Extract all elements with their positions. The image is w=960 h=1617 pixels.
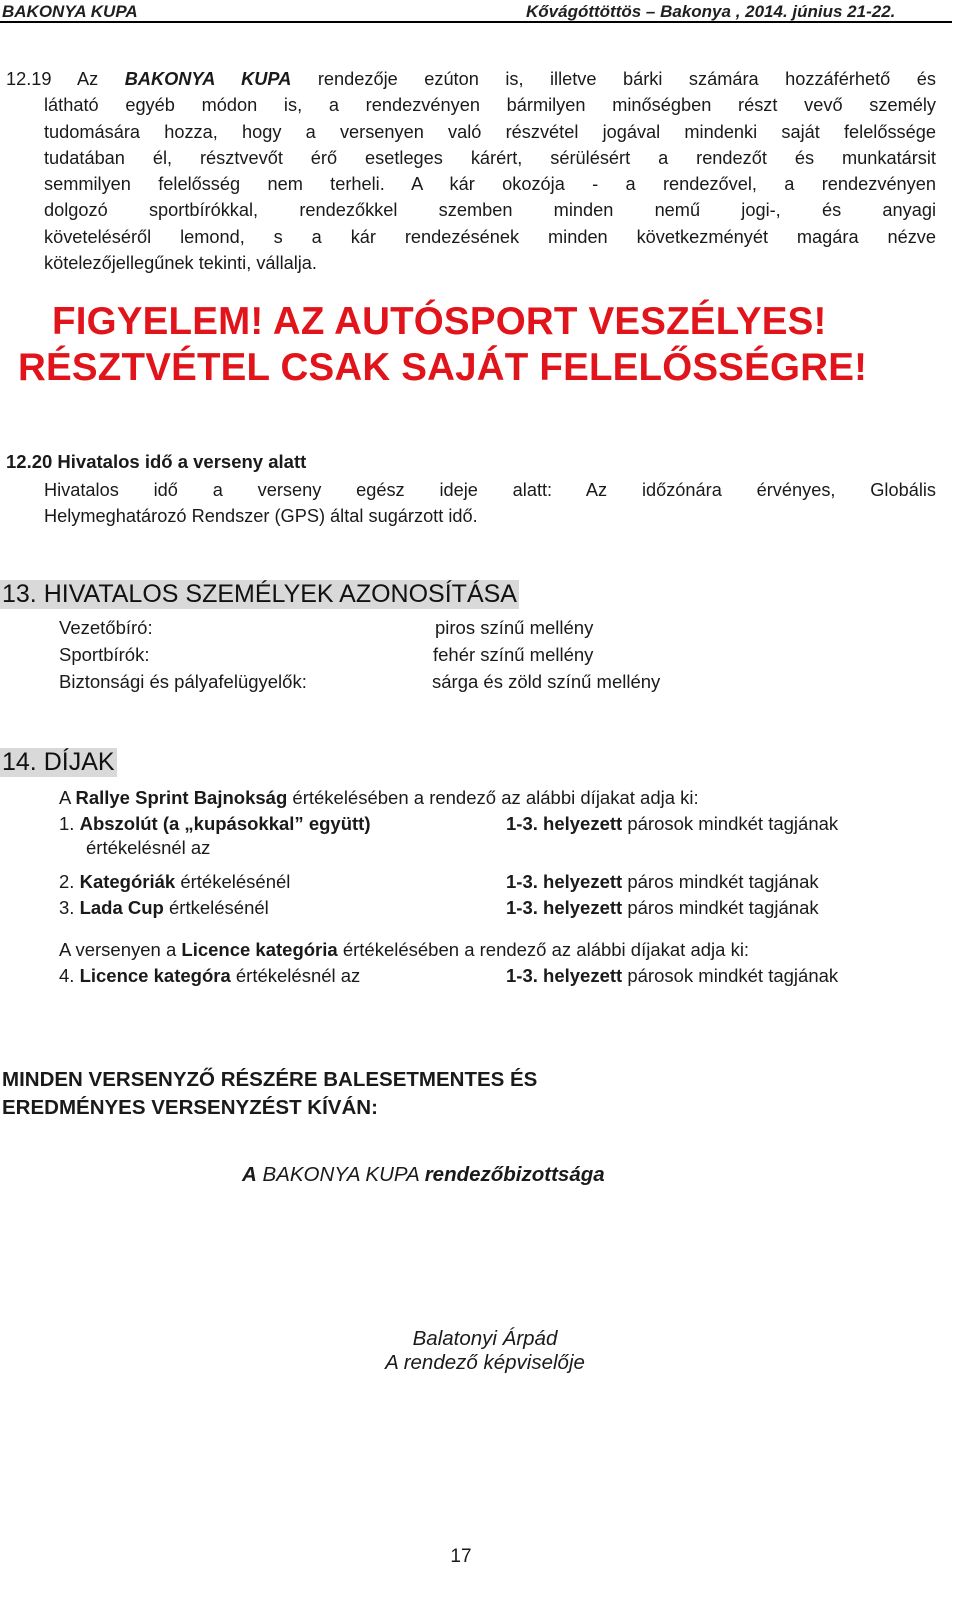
para-line: semmilyen felelősség nem terheli. A kár okozója - a rendezővel, a rendezvényen bbox=[44, 174, 936, 195]
para-line bbox=[6, 66, 936, 92]
section-12-19 bbox=[6, 66, 936, 276]
recipients: páros mindkét tagjának bbox=[627, 897, 819, 918]
header-event-info: Kővágóttöttös – Bakonya , 2014. június 21-22. bbox=[526, 2, 896, 21]
section-number: 12.19 bbox=[6, 69, 52, 89]
role-label: Sportbírók: bbox=[59, 644, 150, 665]
warning-line-2: RÉSZTVÉTEL CSAK SAJÁT FELELŐSSÉGRE! bbox=[18, 346, 868, 389]
text: A bbox=[242, 1163, 257, 1186]
header-rule bbox=[0, 21, 952, 23]
item-number: 4. bbox=[59, 965, 75, 986]
closing-line: EREDMÉNYES VERSENYZÉST KÍVÁN: bbox=[2, 1096, 378, 1119]
prize-category: Lada Cup bbox=[79, 897, 164, 918]
text: értékelésében a rendező az alábbi díjakat adja ki: bbox=[342, 939, 750, 960]
placement: 1-3. helyezett bbox=[506, 897, 623, 918]
item-number: 1. bbox=[59, 813, 75, 834]
recipients: párosok mindkét tagjának bbox=[627, 965, 839, 986]
prize-award-3 bbox=[506, 897, 819, 919]
prize-award-1 bbox=[506, 813, 838, 835]
page-number: 17 bbox=[450, 1546, 472, 1567]
prize-award-2 bbox=[506, 871, 819, 893]
placement: 1-3. helyezett bbox=[506, 871, 623, 892]
signatory-name: Balatonyi Árpád bbox=[412, 1327, 558, 1350]
section-12-20-body bbox=[44, 477, 936, 530]
prize-item-4 bbox=[59, 965, 360, 987]
placement: 1-3. helyezett bbox=[506, 813, 623, 834]
vest-color: fehér színű mellény bbox=[433, 644, 594, 665]
text: A versenyen a bbox=[59, 939, 177, 960]
committee-name: rendezőbizottsága bbox=[424, 1163, 605, 1186]
prize-award-4 bbox=[506, 965, 838, 987]
text: A bbox=[59, 787, 71, 808]
para-line: látható egyéb módon is, a rendezvényen bármilyen minőségben részt vevő személy bbox=[44, 95, 936, 116]
text: értkelésénél bbox=[169, 897, 269, 918]
para-line: Hivatalos idő a verseny egész ideje alatt: Az időzónára érvényes, Globális bbox=[44, 480, 936, 500]
prize-item-1 bbox=[59, 813, 370, 835]
closing-wish bbox=[2, 1066, 537, 1122]
vest-color: piros színű mellény bbox=[435, 617, 594, 638]
section-12-20-heading: 12.20 Hivatalos idő a verseny alatt bbox=[6, 451, 307, 472]
para-line: kötelezőjellegűnek tekinti, vállalja. bbox=[44, 253, 317, 274]
closing-line: MINDEN VERSENYZŐ RÉSZÉRE BALESETMENTES ÉS bbox=[2, 1068, 538, 1091]
recipients: páros mindkét tagjának bbox=[627, 871, 819, 892]
para-line: Helymeghatározó Rendszer (GPS) által sugárzott idő. bbox=[44, 506, 478, 527]
para-line: tudatában él, résztvevőt érő esetleges kárért, sérülésért a rendezőt és munkatársit bbox=[44, 147, 936, 168]
signature-block bbox=[300, 1327, 670, 1375]
prizes-intro bbox=[59, 787, 699, 809]
prize-category: Kategóriák bbox=[79, 871, 176, 892]
licence-category: Licence kategória bbox=[181, 939, 338, 960]
item-number: 2. bbox=[59, 871, 75, 892]
event-name: BAKONYA KUPA bbox=[124, 69, 292, 89]
organizing-committee bbox=[242, 1163, 605, 1187]
prize-item-2 bbox=[59, 871, 290, 893]
prize-category: Abszolút (a „kupásokkal” együtt) bbox=[79, 813, 371, 834]
para-line: tudomására hozza, hogy a versenyen való részvétel jogával mindenki saját felelőssége bbox=[44, 121, 936, 142]
text: értékelésnél az bbox=[235, 965, 361, 986]
text: értékelésénél bbox=[180, 871, 291, 892]
section-13-heading: 13. HIVATALOS SZEMÉLYEK AZONOSÍTÁSA bbox=[2, 580, 517, 608]
prize-item-3 bbox=[59, 897, 269, 919]
header-title: BAKONYA KUPA bbox=[2, 2, 138, 21]
section-14-heading: 14. DÍJAK bbox=[2, 748, 115, 776]
vest-color: sárga és zöld színű mellény bbox=[432, 671, 661, 692]
warning-line-1: FIGYELEM! AZ AUTÓSPORT VESZÉLYES! bbox=[52, 300, 827, 343]
para-text: rendezője ezúton is, illetve bárki számára hozzáférhető és bbox=[317, 69, 936, 89]
para-text: Az bbox=[77, 69, 99, 89]
para-line: követeléséről lemond, s a kár rendezésének minden következményét magára nézve bbox=[44, 226, 936, 247]
placement: 1-3. helyezett bbox=[506, 965, 623, 986]
recipients: párosok mindkét tagjának bbox=[627, 813, 839, 834]
licence-intro bbox=[59, 939, 749, 961]
signatory-title: A rendező képviselője bbox=[385, 1351, 585, 1374]
item-number: 3. bbox=[59, 897, 75, 918]
prize-category: Licence kategóra bbox=[79, 965, 231, 986]
text: értékelésében a rendező az alábbi díjakat adja ki: bbox=[292, 787, 699, 808]
role-label: Biztonsági és pályafelügyelők: bbox=[59, 671, 307, 692]
role-label: Vezetőbíró: bbox=[59, 617, 153, 638]
prize-item-1-cont: értékelésnél az bbox=[86, 837, 211, 858]
para-line: dolgozó sportbírókkal, rendezőkkel szemben minden nemű jogi-, és anyagi bbox=[44, 200, 936, 221]
championship-name: Rallye Sprint Bajnokság bbox=[75, 787, 288, 808]
event-name: BAKONYA KUPA bbox=[262, 1163, 419, 1186]
